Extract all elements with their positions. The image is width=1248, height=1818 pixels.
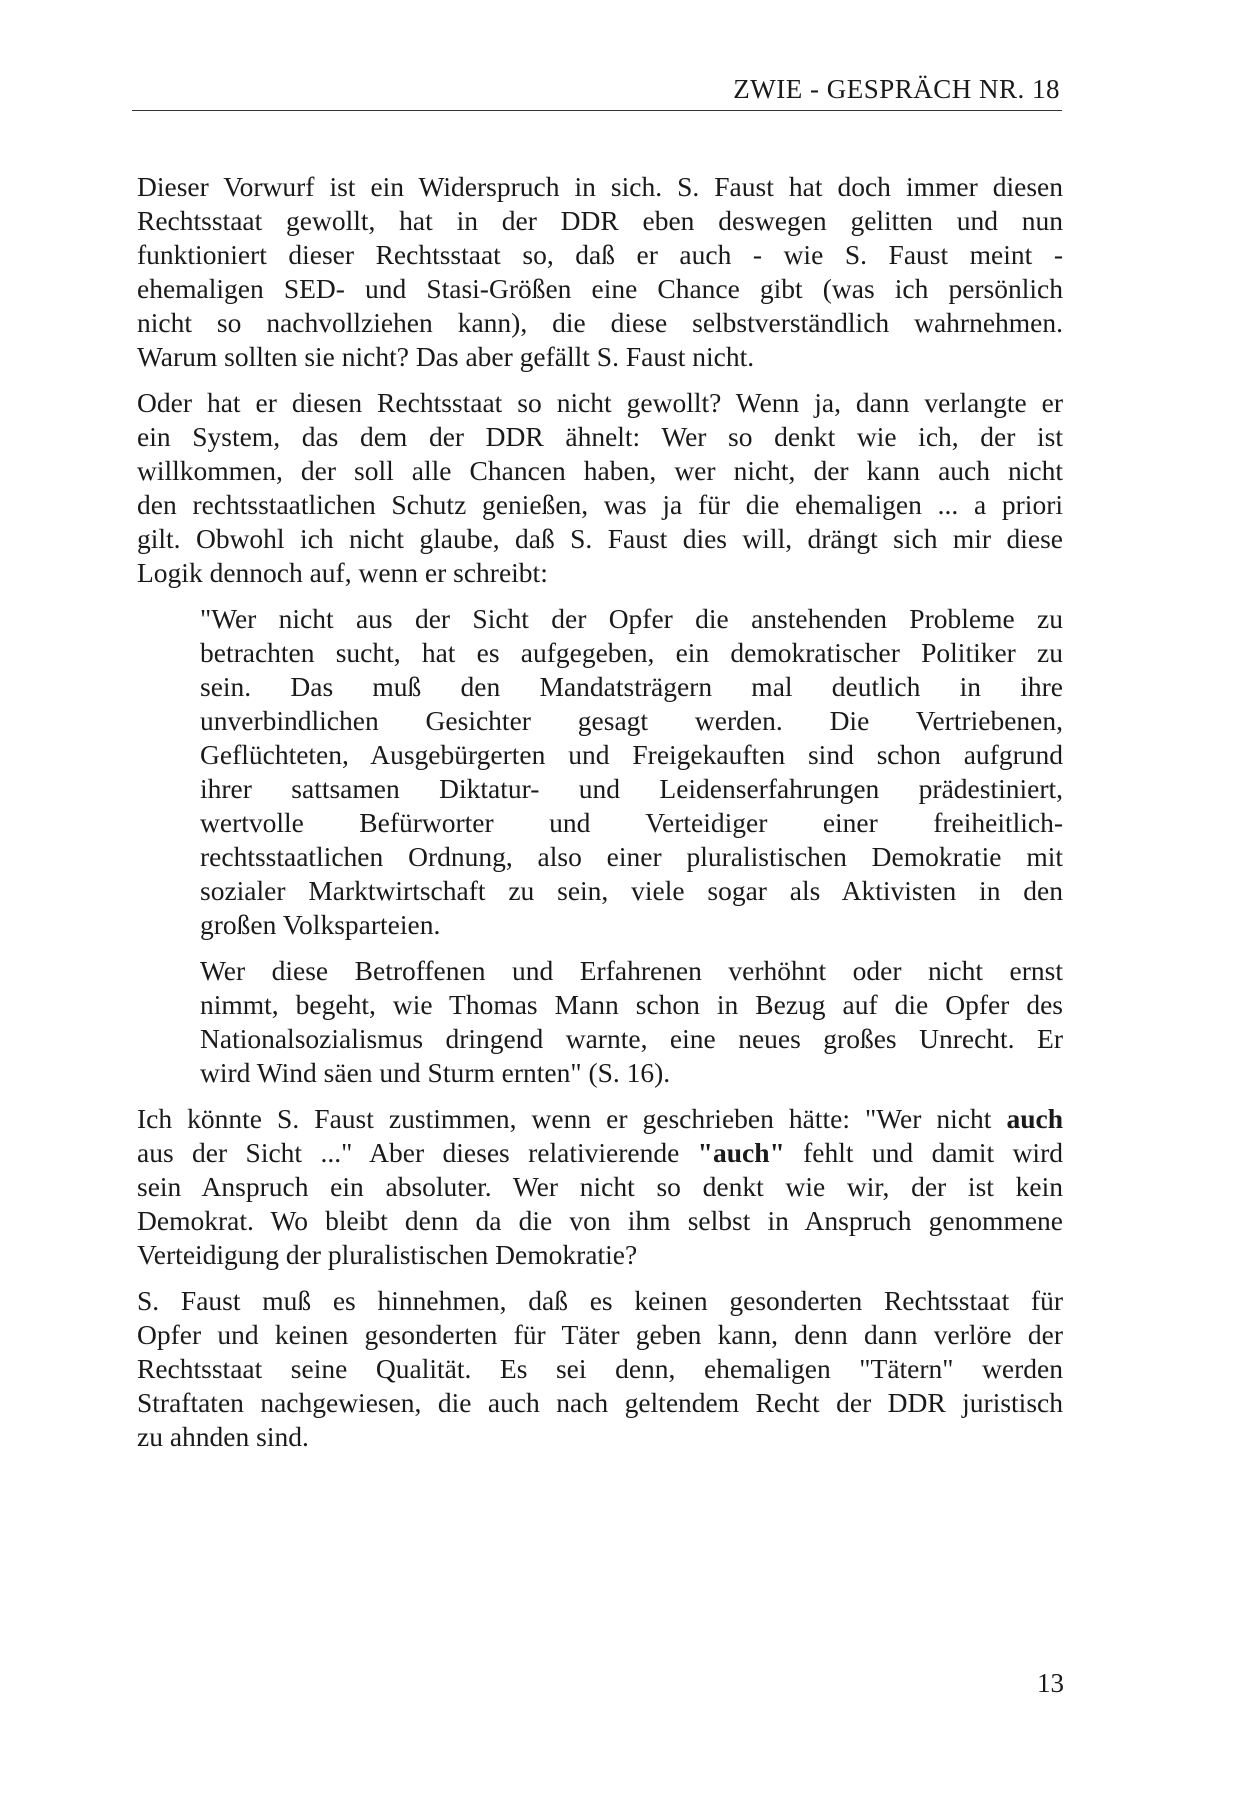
text-run: aus der Sicht ..." Aber dieses relativierende — [137, 1137, 698, 1168]
text-line: Rechtsstaat gewollt, hat in der DDR eben deswegen gelitten und nun — [137, 205, 1063, 236]
quote-line: unverbindlichen Gesichter gesagt werden. Die Vertriebenen, — [200, 705, 1063, 736]
quote-line: sein. Das muß den Mandatsträgern mal deutlich in ihre — [200, 671, 1063, 702]
quote-line: rechtsstaatlichen Ordnung, also einer pluralistischen Demokratie mit — [200, 841, 1063, 872]
text-line: sein Anspruch ein absoluter. Wer nicht so denkt wie wir, der ist kein — [137, 1171, 1063, 1202]
text-line: Dieser Vorwurf ist ein Widerspruch in sich. S. Faust hat doch immer diesen — [137, 171, 1063, 202]
block-quote-1 — [200, 602, 1063, 942]
paragraph-3 — [137, 1102, 1063, 1272]
page-number: 13 — [1037, 1668, 1064, 1698]
quote-line: sozialer Marktwirtschaft zu sein, viele sogar als Aktivisten in den — [200, 875, 1063, 906]
quote-line: "Wer nicht aus der Sicht der Opfer die anstehenden Probleme zu — [200, 603, 1063, 634]
text-run: fehlt und damit wird — [784, 1137, 1063, 1168]
emphasis-auch: auch — [1006, 1103, 1063, 1134]
paragraph-2 — [137, 386, 1063, 590]
text-line: Straftaten nachgewiesen, die auch nach geltendem Recht der DDR juristisch — [137, 1387, 1063, 1418]
text-line: den rechtsstaatlichen Schutz genießen, was ja für die ehemaligen ... a priori — [137, 489, 1063, 520]
text-line: nicht so nachvollziehen kann), die diese selbstverständlich wahrnehmen. — [137, 307, 1063, 338]
text-line: Opfer und keinen gesonderten für Täter geben kann, denn dann verlöre der — [137, 1319, 1063, 1350]
text-line: S. Faust muß es hinnehmen, daß es keinen gesonderten Rechtsstaat für — [137, 1285, 1063, 1316]
quote-line: nimmt, begeht, wie Thomas Mann schon in Bezug auf die Opfer des — [200, 989, 1063, 1020]
text-line: Logik dennoch auf, wenn er schreibt: — [137, 557, 548, 588]
quote-line: Wer diese Betroffenen und Erfahrenen verhöhnt oder nicht ernst — [200, 955, 1063, 986]
quote-line: Nationalsozialismus dringend warnte, eine neues großes Unrecht. Er — [200, 1023, 1063, 1054]
article-body — [137, 170, 1063, 1466]
text-line — [137, 1102, 1063, 1136]
text-line: funktioniert dieser Rechtsstaat so, daß er auch - wie S. Faust meint - — [137, 239, 1063, 270]
quote-line: betrachten sucht, hat es aufgegeben, ein demokratischer Politiker zu — [200, 637, 1063, 668]
quote-line: Geflüchteten, Ausgebürgerten und Freigekauften sind schon aufgrund — [200, 739, 1063, 770]
text-line: willkommen, der soll alle Chancen haben, wer nicht, der kann auch nicht — [137, 455, 1063, 486]
block-quote-2 — [200, 954, 1063, 1090]
running-header — [132, 72, 1062, 111]
text-line — [137, 1136, 1063, 1170]
paragraph-4 — [137, 1284, 1063, 1454]
text-line: zu ahnden sind. — [137, 1421, 309, 1452]
text-line: Verteidigung der pluralistischen Demokratie? — [137, 1239, 638, 1270]
text-line: gilt. Obwohl ich nicht glaube, daß S. Faust dies will, drängt sich mir diese — [137, 523, 1063, 554]
text-line: Demokrat. Wo bleibt denn da die von ihm selbst in Anspruch genommene — [137, 1205, 1063, 1236]
text-line: Warum sollten sie nicht? Das aber gefällt S. Faust nicht. — [137, 341, 755, 372]
quote-line: ihrer sattsamen Diktatur- und Leidenserfahrungen prädestiniert, — [200, 773, 1063, 804]
quote-line: großen Volksparteien. — [200, 909, 441, 940]
emphasis-quoted-auch: "auch" — [697, 1137, 785, 1168]
text-line: Rechtsstaat seine Qualität. Es sei denn, ehemaligen "Tätern" werden — [137, 1353, 1063, 1384]
text-line: ehemaligen SED- und Stasi-Größen eine Chance gibt (was ich persönlich — [137, 273, 1063, 304]
running-header-title: ZWIE - GESPRÄCH NR. 18 — [733, 74, 1060, 104]
text-run: Ich könnte S. Faust zustimmen, wenn er geschrieben hätte: "Wer nicht — [137, 1103, 1007, 1134]
text-line: ein System, das dem der DDR ähnelt: Wer so denkt wie ich, der ist — [137, 421, 1063, 452]
paragraph-1 — [137, 170, 1063, 374]
quote-line: wertvolle Befürworter und Verteidiger einer freiheitlich- — [200, 807, 1063, 838]
quote-line: wird Wind säen und Sturm ernten" (S. 16). — [200, 1057, 671, 1088]
text-line: Oder hat er diesen Rechtsstaat so nicht gewollt? Wenn ja, dann verlangte er — [137, 387, 1063, 418]
